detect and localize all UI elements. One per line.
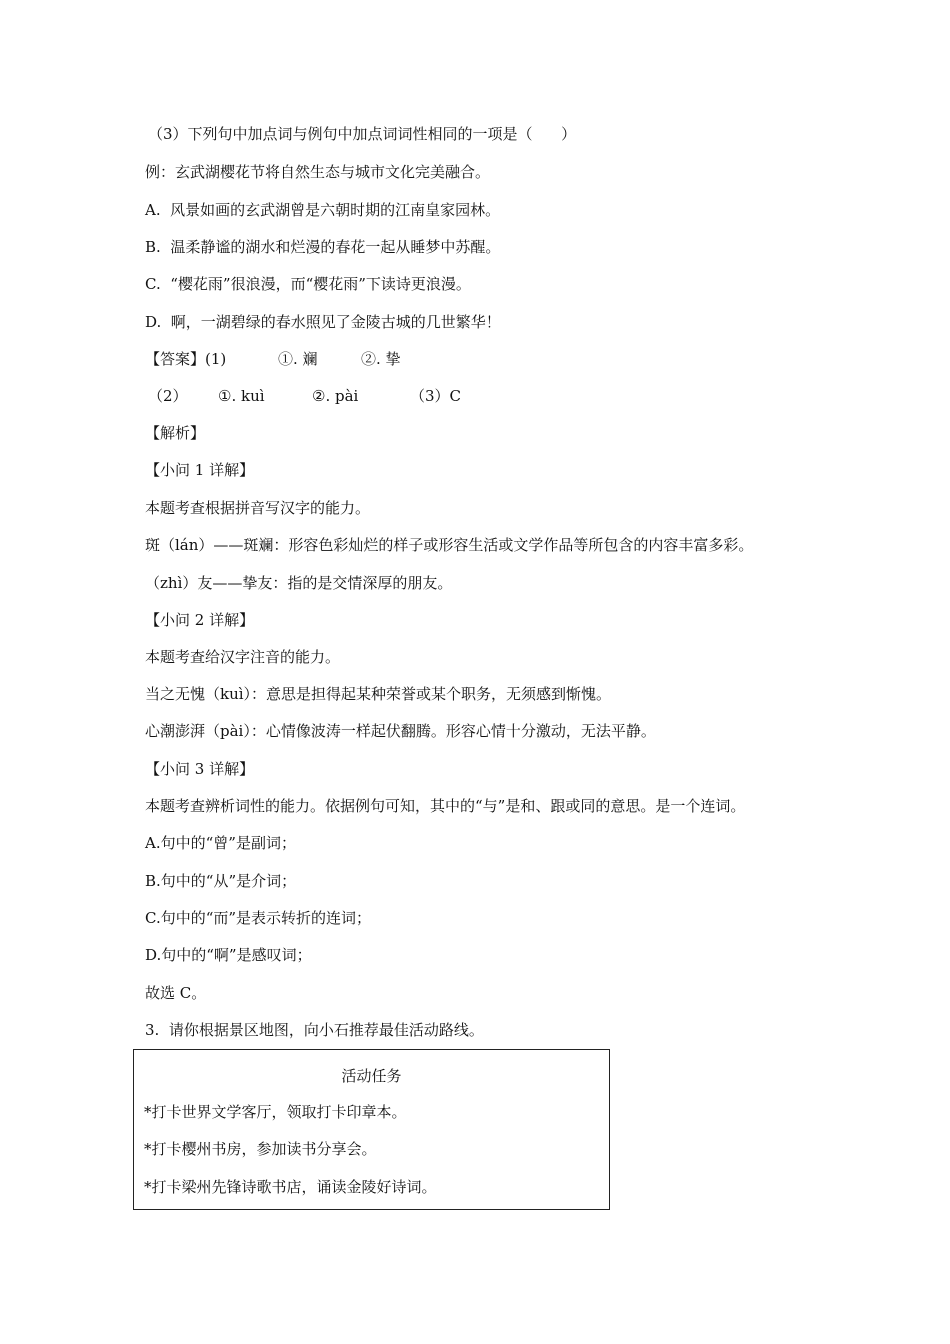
sub3-line-4: C.句中的“而”是表示转折的连词； <box>145 909 372 927</box>
task-box-title: 活动任务 <box>341 1067 402 1085</box>
task-item-1: *打卡世界文学客厅，领取打卡印章本。 <box>144 1103 407 1121</box>
sub3-line-3: B.句中的“从”是介词； <box>145 872 297 890</box>
answer-2-2: ②. pài <box>312 387 359 405</box>
task-item-3: *打卡梁州先锋诗歌书店，诵读金陵好诗词。 <box>144 1178 437 1196</box>
option-c: C. “樱花雨”很浪漫，而“樱花雨”下读诗更浪漫。 <box>145 275 471 293</box>
answer-3: （3）C <box>410 387 462 405</box>
question-3-stem: （3）下列句中加点词与例句中加点词词性相同的一项是（ ） <box>148 125 577 143</box>
option-a: A. 风景如画的玄武湖曾是六朝时期的江南皇家园林。 <box>145 201 501 219</box>
option-b: B. 温柔静谧的湖水和烂漫的春花一起从睡梦中苏醒。 <box>145 238 501 256</box>
sub3-line-5: D.句中的“啊”是感叹词； <box>145 946 312 964</box>
option-d: D. 啊，一湖碧绿的春水照见了金陵古城的几世繁华！ <box>145 313 501 331</box>
task-item-2: *打卡樱州书房，参加读书分享会。 <box>144 1140 377 1158</box>
sub2-title: 【小问 2 详解】 <box>145 611 255 629</box>
question-4-stem: 3. 请你根据景区地图，向小石推荐最佳活动路线。 <box>145 1021 484 1039</box>
sub3-line-6: 故选 C。 <box>145 984 207 1002</box>
example-sentence: 例：玄武湖樱花节将自然生态与城市文化完美融合。 <box>145 163 491 181</box>
sub1-line-3: （zhì）友——挚友：指的是交情深厚的朋友。 <box>145 574 453 592</box>
sub1-line-1: 本题考查根据拼音写汉字的能力。 <box>145 499 371 517</box>
answer-1-1: ①. 斓 <box>278 350 318 368</box>
sub3-line-2: A.句中的“曾”是副词； <box>145 834 296 852</box>
sub2-line-3: 心潮澎湃（pài）：心情像波涛一样起伏翻腾。形容心情十分激动，无法平静。 <box>145 722 656 740</box>
sub2-line-1: 本题考查给汉字注音的能力。 <box>145 648 341 666</box>
sub3-line-1: 本题考查辨析词性的能力。依据例句可知，其中的“与”是和、跟或同的意思。是一个连词。 <box>145 797 746 815</box>
sub3-title: 【小问 3 详解】 <box>145 760 255 778</box>
answer-2-1: ①. kuì <box>218 387 265 405</box>
sub2-line-2: 当之无愧（kuì）：意思是担得起某种荣誉或某个职务，无须感到惭愧。 <box>145 685 612 703</box>
answer-label: 【答案】(1) <box>145 350 227 368</box>
answer-1-2: ②. 挚 <box>361 350 401 368</box>
analysis-heading: 【解析】 <box>145 424 206 442</box>
answer-label-2: （2） <box>148 387 188 405</box>
sub1-title: 【小问 1 详解】 <box>145 461 255 479</box>
activity-task-box <box>133 1049 610 1210</box>
sub1-line-2: 斑（lán）——斑斓：形容色彩灿烂的样子或形容生活或文学作品等所包含的内容丰富多彩。 <box>145 536 754 554</box>
